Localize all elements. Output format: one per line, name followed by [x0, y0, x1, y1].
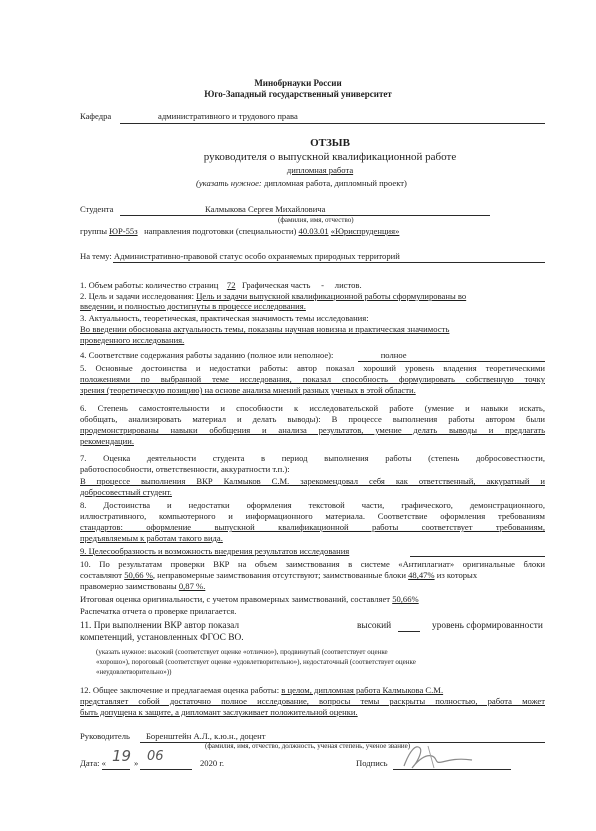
item-4-answer: полное	[380, 350, 407, 360]
work-type-hint-rest: дипломная работа, дипломный проект)	[263, 178, 407, 188]
document-subtitle: руководителя о выпускной квалификационной работе	[203, 151, 457, 163]
item-6-line-1: 6. Степень самостоятельности и способности к исследовательской работе (умение и навыки искать,	[80, 403, 545, 413]
item-1-sheets: -	[321, 280, 325, 290]
item-1-graphic-label: Графическая часть	[241, 280, 311, 290]
department-underline	[120, 123, 545, 124]
item-7-line-2: работоспособности, ответственности, аккуратности т.п.):	[80, 464, 290, 474]
item-4-label: 4. Соответствие содержания работы заданию (полное или неполное):	[80, 350, 334, 360]
item-11-label: 11. При выполнении ВКР автор показал	[80, 621, 240, 631]
item-1-pages: 72	[226, 280, 236, 290]
item-10-line-5: Распечатка отчета о проверке прилагается.	[80, 606, 237, 616]
item-1-text: 1. Объем работы: количество страниц	[80, 280, 219, 290]
student-caption: (фамилия, имя, отчество)	[278, 216, 354, 224]
direction-label: направления подготовки (специальности)	[144, 226, 297, 236]
item-6-line-4: рекомендации.	[80, 436, 134, 446]
item-2-line-1	[80, 291, 466, 301]
item-10-of-which: из которых	[436, 570, 478, 580]
topic-label: На тему:	[80, 251, 112, 261]
student-label: Студента	[80, 204, 114, 214]
item-1-sheets-label: листов.	[334, 280, 362, 290]
department-label: Кафедра	[80, 111, 112, 121]
item-11-level-underline	[398, 631, 420, 632]
item-8-line-3: стандартов: оформление выпускной квалификационной работы соответствует требованиям,	[80, 522, 545, 532]
signature-label: Подпись	[356, 758, 388, 768]
handwritten-signature	[398, 740, 478, 772]
item-12-line-1	[80, 685, 443, 695]
month-underline	[140, 769, 192, 770]
group-prefix: группы	[80, 226, 107, 236]
item-2-label: 2. Цель и задачи исследования:	[80, 291, 195, 301]
item-10-total-percent: 50,66%	[392, 594, 419, 604]
item-7-line-4: добросовестный студент.	[80, 487, 172, 497]
item-7-line-3: В процессе выполнения ВКР Калмыков С.М. зарекомендовал себя как ответственный, аккуратный и	[80, 476, 545, 486]
direction-name: «Юриспруденция»	[330, 226, 400, 236]
item-10-borrowed-percent: 48,47%	[408, 570, 435, 580]
group-number: ЮР-55з	[109, 226, 138, 236]
item-3-answer-2: проведенного исследования.	[80, 335, 185, 345]
item-12-line-2: представляет собой достаточно полное исследование, вопросы темы раскрыты полностью, работа может	[80, 696, 545, 706]
topic-line	[80, 251, 400, 261]
handwritten-month: 06	[147, 749, 164, 764]
item-11-level: высокий	[357, 621, 392, 631]
day-underline	[102, 769, 130, 770]
item-3-label: 3. Актуальность, теоретическая, практическая значимость темы исследования:	[80, 313, 369, 323]
work-type-hint	[196, 178, 407, 188]
direction-code: 40.03.01	[298, 226, 329, 236]
item-5-line-2: положениями по выбранной теме исследования, показал способность формулировать собственную точку	[80, 374, 545, 384]
university-heading: Юго-Западный государственный университет	[204, 89, 392, 99]
item-11-tail: уровень сформированности	[432, 621, 543, 631]
item-3-answer-1: Во введении обоснована актуальность темы, показаны научная новизна и практическая значимость	[80, 324, 450, 334]
item-10-line-1: 10. По результатам проверки ВКР на объем заимствования в системе «Антиплагиат» оригинальные блоки	[80, 559, 545, 569]
item-6-line-3: продемонстрированы навыки обобщения и анализа результатов, умение делать выводы и предлагать	[80, 425, 545, 435]
item-8-line-1: 8. Достоинства и недостатки оформления текстовой части, графического, демонстрационного,	[80, 500, 545, 510]
item-10-borrow-label: , неправомерные заимствования отсутствуют; заимствованные блоки	[152, 570, 406, 580]
item-11-note-1: (указать нужное: высокий (соответствует оценке «отлично»), продвинутый (соответствует оценке	[96, 648, 388, 656]
item-10-line-2	[80, 570, 477, 580]
item-9-underline	[410, 556, 545, 557]
item-8-line-2: иллюстративного, компьютерного и информационного материала. Соответствие оформления требованиям	[80, 511, 545, 521]
date-close-quote: »	[134, 758, 139, 768]
item-10-original-percent: 50,66 %	[124, 570, 153, 580]
item-12-label: 12. Общее заключение и предлагаемая оценка работы:	[80, 685, 280, 695]
date-year: 2020 г.	[200, 758, 225, 768]
supervisor-caption: (фамилия, имя, отчество, должность, ученая степень, ученое звание)	[205, 742, 411, 750]
item-7-line-1: 7. Оценка деятельности студента в период выполнения работы (степень добросовестности,	[80, 453, 545, 463]
item-10-legit-label: правомерно заимствованы	[80, 581, 177, 591]
group-line	[80, 226, 399, 236]
topic-underline	[113, 262, 545, 263]
item-11-note-3: «неудовлетворительно»))	[96, 668, 172, 676]
work-type-hint-italic: (указать нужное:	[196, 178, 262, 188]
topic-text: Административно-правовой статус особо охраняемых природных территорий	[113, 251, 400, 261]
item-10-total-label: Итоговая оценка оригинальности, с учетом правомерных заимствований, составляет	[80, 594, 391, 604]
item-10-line-4	[80, 594, 419, 604]
item-10-legit-percent: 0,87 %.	[178, 581, 206, 591]
document-title: ОТЗЫВ	[310, 137, 350, 149]
item-10-orig-label: составляют	[80, 570, 123, 580]
supervisor-name: Боренштейн А.Л., к.ю.н., доцент	[146, 731, 266, 741]
item-5-line-3: зрения (теоретическую позицию) на основе анализа мнений разных ученых в этой области.	[80, 385, 416, 395]
item-10-line-3	[80, 581, 205, 591]
item-1	[80, 280, 362, 290]
ministry-heading: Минобрнауки России	[254, 78, 342, 88]
item-2-answer: Цель и задачи выпускной квалификационной работы сформулированы во	[196, 291, 467, 301]
item-8-line-4: предъявляемым к работам такого вида.	[80, 533, 223, 543]
item-5-line-1: 5. Основные достоинства и недостатки работы: автор показал хороший уровень владения теоретическими	[80, 363, 545, 373]
date-label: Дата: «	[80, 758, 106, 768]
work-type: дипломная работа	[286, 165, 354, 175]
item-4	[80, 350, 407, 360]
item-4-underline	[358, 361, 545, 362]
item-2-line-2: введении, и полностью достигнуты в процессе исследования.	[80, 301, 306, 311]
supervisor-label: Руководитель	[80, 731, 130, 741]
item-12-answer-start: в целом, дипломная работа Калмыкова С.М.	[281, 685, 444, 695]
item-11-line-1	[80, 621, 239, 631]
item-12-line-3: быть допущена к защите, а дипломант заслуживает положительной оценки.	[80, 707, 358, 717]
item-6-line-2: обобщать, анализировать материал и делать выводы): В процессе выполнения работы автором были	[80, 414, 545, 424]
department-value: административного и трудового права	[158, 111, 298, 121]
item-11-note-2: «хорошо»), пороговый (соответствует оценке «удовлетворительно»), недостаточный (соответствует оценке	[96, 658, 416, 666]
student-name: Калмыкова Сергея Михайловича	[205, 204, 326, 214]
item-11-line-2: компетенций, установленных ФГОС ВО.	[80, 633, 244, 643]
handwritten-day: 19	[112, 747, 132, 765]
item-9: 9. Целесообразность и возможность внедрения результатов исследования	[80, 546, 350, 556]
